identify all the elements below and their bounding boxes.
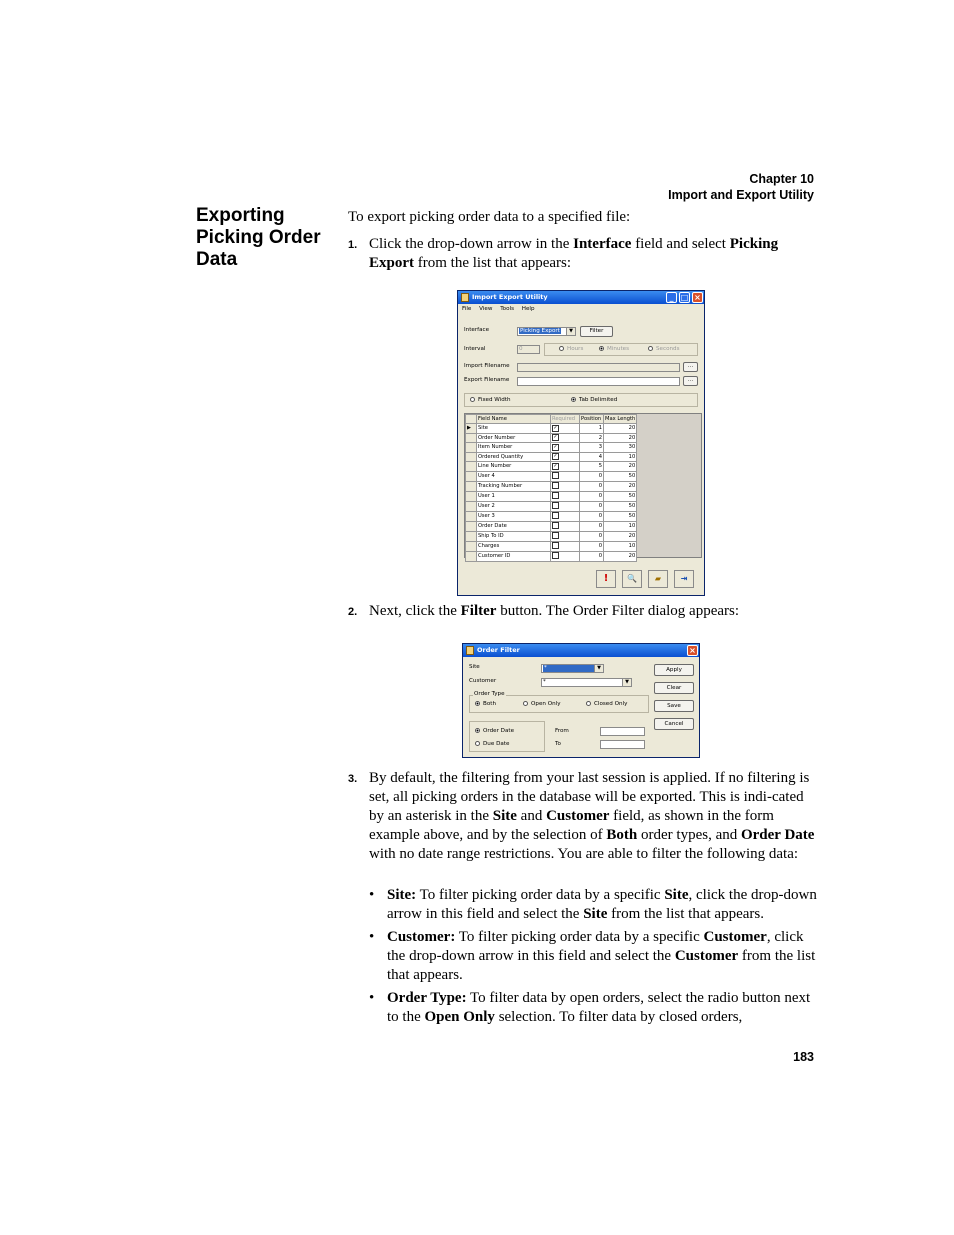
row-header[interactable]: [466, 501, 477, 511]
field-name-cell[interactable]: User 2: [477, 501, 551, 511]
position-cell[interactable]: 1: [580, 424, 604, 434]
step-text: By default, the filtering from your last session is applied. If no filtering is set, all picking orders in the database will be exported. This is indi-cated by an asterisk in the Site and Customer field, as shown in the form example above, and by the selection of Both order types, and Order Date with no date range restrictions. You are able to filter the following data:: [369, 770, 815, 862]
to-date-input[interactable]: [600, 740, 645, 749]
menu-tools[interactable]: Tools: [500, 306, 514, 312]
row-header[interactable]: [466, 551, 477, 561]
table-row[interactable]: [466, 531, 637, 541]
position-cell[interactable]: 5: [580, 462, 604, 472]
tab-delimited-radio[interactable]: Tab Delimited: [571, 397, 617, 403]
max-length-cell[interactable]: 50: [604, 501, 637, 511]
table-row[interactable]: [466, 424, 637, 434]
row-header[interactable]: [466, 521, 477, 531]
required-cell[interactable]: [551, 521, 580, 531]
filter-button[interactable]: Filter: [580, 326, 613, 337]
step-number: 2.: [348, 606, 358, 618]
step-text: Next, click the Filter button. The Order Filter dialog appears:: [369, 603, 740, 619]
required-cell[interactable]: [551, 541, 580, 551]
row-header[interactable]: [466, 433, 477, 443]
required-cell[interactable]: [551, 433, 580, 443]
import-filename-label: Import Filename: [464, 363, 510, 369]
column-header[interactable]: Position: [580, 415, 604, 424]
position-cell[interactable]: 0: [580, 551, 604, 561]
row-header-corner: [466, 415, 477, 424]
chapter-number: Chapter 10: [749, 172, 814, 186]
order-type-label: Order Type: [474, 691, 505, 697]
section-title: Exporting Picking Order Data: [196, 205, 321, 270]
window-titlebar: [458, 291, 704, 304]
chevron-down-icon[interactable]: ▼: [622, 679, 631, 686]
max-length-cell[interactable]: 10: [604, 521, 637, 531]
step-number: 1.: [348, 239, 358, 251]
step-number: 3.: [348, 773, 358, 785]
position-cell[interactable]: 3: [580, 443, 604, 453]
field-name-cell[interactable]: Item Number: [477, 443, 551, 453]
position-cell[interactable]: 0: [580, 491, 604, 501]
checked-checkbox-icon[interactable]: ✓: [553, 462, 558, 469]
max-length-cell[interactable]: 20: [604, 433, 637, 443]
customer-value: *: [543, 679, 546, 685]
menu-view[interactable]: View: [479, 306, 493, 312]
position-cell[interactable]: 0: [580, 471, 604, 481]
row-header[interactable]: [466, 511, 477, 521]
minimize-icon[interactable]: _: [666, 292, 677, 303]
column-header[interactable]: Required: [551, 415, 580, 424]
unchecked-checkbox-icon[interactable]: [552, 512, 559, 519]
table-row[interactable]: [466, 491, 637, 501]
max-length-cell[interactable]: 50: [604, 471, 637, 481]
bullet-text: Order Type: To filter data by open orders, select the radio button next to the Open Only selection. To filter data by closed orders,: [387, 990, 811, 1025]
unchecked-checkbox-icon[interactable]: [552, 542, 559, 549]
customer-dropdown[interactable]: [541, 678, 632, 687]
field-name-cell[interactable]: Site: [477, 424, 551, 434]
max-length-cell[interactable]: 50: [604, 491, 637, 501]
bullet-order-type: [369, 989, 819, 1027]
table-row[interactable]: [466, 462, 637, 472]
dialog-titlebar: [463, 644, 699, 657]
preview-icon[interactable]: 🔍: [622, 570, 642, 588]
interval-label: Interval: [464, 346, 486, 352]
max-length-cell[interactable]: 20: [604, 424, 637, 434]
field-name-cell[interactable]: Order Number: [477, 433, 551, 443]
table-row[interactable]: [466, 551, 637, 561]
table-header: [466, 415, 637, 424]
field-name-cell[interactable]: User 1: [477, 491, 551, 501]
fixed-width-radio[interactable]: Fixed Width: [470, 397, 511, 403]
bullet-site: [369, 886, 819, 924]
field-name-cell[interactable]: Tracking Number: [477, 481, 551, 491]
from-label: From: [555, 728, 569, 734]
date-type-group: [469, 721, 545, 752]
hours-radio[interactable]: Hours: [559, 346, 583, 352]
field-name-cell[interactable]: Ship To ID: [477, 531, 551, 541]
open-only-radio[interactable]: Open Only: [523, 701, 561, 707]
close-icon[interactable]: ×: [687, 645, 698, 656]
table-row[interactable]: [466, 481, 637, 491]
table-row[interactable]: [466, 452, 637, 462]
step-2: [348, 602, 818, 621]
position-cell[interactable]: 0: [580, 481, 604, 491]
app-icon: [461, 293, 469, 302]
row-header[interactable]: [466, 462, 477, 472]
table-row[interactable]: [466, 501, 637, 511]
max-length-cell[interactable]: 10: [604, 541, 637, 551]
bullet-text: Customer: To filter picking order data by a specific Customer, click the drop-down arrow in this field and select the Customer from the list that appears.: [387, 929, 816, 983]
max-length-cell[interactable]: 20: [604, 462, 637, 472]
export-filename-label: Export Filename: [464, 377, 510, 383]
step-1: [348, 235, 818, 273]
site-dropdown[interactable]: [541, 664, 604, 673]
window-title: Import Export Utility: [472, 293, 548, 301]
clear-button[interactable]: Clear: [654, 682, 694, 694]
open-folder-icon[interactable]: ▰: [648, 570, 668, 588]
row-header[interactable]: [466, 531, 477, 541]
required-cell[interactable]: [551, 501, 580, 511]
row-header[interactable]: ▶: [466, 424, 477, 434]
seconds-radio[interactable]: Seconds: [648, 346, 680, 352]
import-browse-button[interactable]: ...: [683, 362, 698, 372]
checked-checkbox-icon[interactable]: ✓: [553, 424, 558, 431]
import-export-utility-window: [457, 290, 705, 596]
field-name-cell[interactable]: User 3: [477, 511, 551, 521]
max-length-cell[interactable]: 50: [604, 511, 637, 521]
export-browse-button[interactable]: ...: [683, 376, 698, 386]
position-cell[interactable]: 0: [580, 541, 604, 551]
menu-help[interactable]: Help: [521, 306, 535, 312]
table-row[interactable]: [466, 541, 637, 551]
required-cell[interactable]: [551, 511, 580, 521]
closed-only-radio[interactable]: Closed Only: [586, 701, 627, 707]
customer-label: Customer: [469, 678, 497, 684]
unchecked-checkbox-icon[interactable]: [552, 472, 559, 479]
interval-input[interactable]: 0: [517, 345, 540, 354]
field-name-cell[interactable]: User 4: [477, 471, 551, 481]
site-value: *: [543, 665, 595, 672]
export-filename-input[interactable]: [517, 377, 680, 386]
required-cell[interactable]: [551, 471, 580, 481]
table-row[interactable]: [466, 443, 637, 453]
apply-button[interactable]: Apply: [654, 664, 694, 676]
chevron-down-icon[interactable]: ▼: [566, 328, 575, 335]
run-icon[interactable]: !: [596, 570, 616, 588]
both-radio[interactable]: Both: [475, 701, 496, 707]
interface-value: Picking Export: [520, 328, 560, 334]
row-header[interactable]: [466, 491, 477, 501]
max-length-cell[interactable]: 20: [604, 531, 637, 541]
import-filename-input[interactable]: [517, 363, 680, 372]
bullet-text: Site: To filter picking order data by a specific Site, click the drop-down arrow in this field and select the Site from the list that appears.: [387, 887, 817, 922]
row-header[interactable]: [466, 541, 477, 551]
checked-checkbox-icon[interactable]: ✓: [553, 453, 558, 460]
order-date-radio[interactable]: Order Date: [475, 728, 514, 734]
maximize-icon[interactable]: □: [680, 293, 689, 302]
table-row[interactable]: [466, 433, 637, 443]
site-label: Site: [469, 664, 480, 670]
interface-dropdown[interactable]: [517, 327, 576, 336]
app-icon: [466, 646, 474, 655]
due-date-radio[interactable]: Due Date: [475, 741, 509, 747]
interface-label: Interface: [464, 327, 490, 333]
close-icon[interactable]: ×: [692, 292, 703, 303]
save-button[interactable]: Save: [654, 700, 694, 712]
row-header[interactable]: [466, 481, 477, 491]
row-header[interactable]: [466, 452, 477, 462]
checked-checkbox-icon[interactable]: ✓: [553, 443, 558, 450]
unchecked-checkbox-icon[interactable]: [552, 522, 559, 529]
menu-file[interactable]: File: [462, 306, 472, 312]
chapter-title: Import and Export Utility: [668, 188, 814, 202]
column-header[interactable]: Max Length: [605, 416, 636, 422]
exit-icon[interactable]: ⇥: [674, 570, 694, 588]
position-cell[interactable]: 0: [580, 521, 604, 531]
max-length-cell[interactable]: 30: [604, 443, 637, 453]
step-3: [348, 769, 818, 864]
step-text: Click the drop-down arrow in the Interface field and select Picking Export from the list that appears:: [369, 236, 779, 271]
menu-bar: [458, 305, 704, 314]
dialog-title: Order Filter: [477, 646, 520, 654]
required-cell[interactable]: [551, 531, 580, 541]
unchecked-checkbox-icon[interactable]: [552, 532, 559, 539]
table-row[interactable]: [466, 471, 637, 481]
field-name-cell[interactable]: Ordered Quantity: [477, 452, 551, 462]
position-cell[interactable]: 2: [580, 433, 604, 443]
required-cell[interactable]: [551, 462, 580, 472]
cancel-button[interactable]: Cancel: [654, 718, 694, 730]
max-length-cell[interactable]: 10: [604, 452, 637, 462]
field-name-cell[interactable]: Customer ID: [477, 551, 551, 561]
field-name-cell[interactable]: Charges: [477, 541, 551, 551]
position-cell[interactable]: 0: [580, 511, 604, 521]
row-header[interactable]: [466, 443, 477, 453]
to-label: To: [555, 741, 561, 747]
position-cell[interactable]: 4: [580, 452, 604, 462]
bullet-dot: •: [369, 887, 375, 903]
field-grid[interactable]: [464, 413, 702, 558]
checked-checkbox-icon[interactable]: ✓: [553, 434, 558, 441]
unchecked-checkbox-icon[interactable]: [552, 492, 559, 499]
table-row[interactable]: [466, 511, 637, 521]
unchecked-checkbox-icon[interactable]: [552, 482, 559, 489]
from-date-input[interactable]: [600, 727, 645, 736]
max-length-cell[interactable]: 20: [604, 481, 637, 491]
unchecked-checkbox-icon[interactable]: [552, 502, 559, 509]
position-cell[interactable]: 0: [580, 531, 604, 541]
field-name-cell[interactable]: Order Date: [477, 521, 551, 531]
required-cell[interactable]: [551, 424, 580, 434]
field-name-cell[interactable]: Line Number: [477, 462, 551, 472]
unchecked-checkbox-icon[interactable]: [552, 552, 559, 559]
order-filter-dialog: [462, 643, 700, 758]
required-cell[interactable]: [551, 443, 580, 453]
table-row[interactable]: [466, 521, 637, 531]
position-cell[interactable]: 0: [580, 501, 604, 511]
chevron-down-icon[interactable]: ▼: [594, 665, 603, 672]
field-table: [465, 414, 637, 562]
bullet-dot: •: [369, 990, 375, 1006]
required-cell[interactable]: [551, 452, 580, 462]
required-cell[interactable]: [551, 491, 580, 501]
minutes-radio[interactable]: Minutes: [599, 346, 629, 352]
required-cell[interactable]: [551, 551, 580, 561]
max-length-cell[interactable]: 20: [604, 551, 637, 561]
intro-text: To export picking order data to a specified file:: [348, 209, 631, 225]
page-number: 183: [793, 1050, 814, 1064]
column-header[interactable]: Field Name: [477, 415, 551, 424]
bullet-dot: •: [369, 929, 375, 945]
required-cell[interactable]: [551, 481, 580, 491]
row-header[interactable]: [466, 471, 477, 481]
bullet-customer: [369, 928, 819, 985]
